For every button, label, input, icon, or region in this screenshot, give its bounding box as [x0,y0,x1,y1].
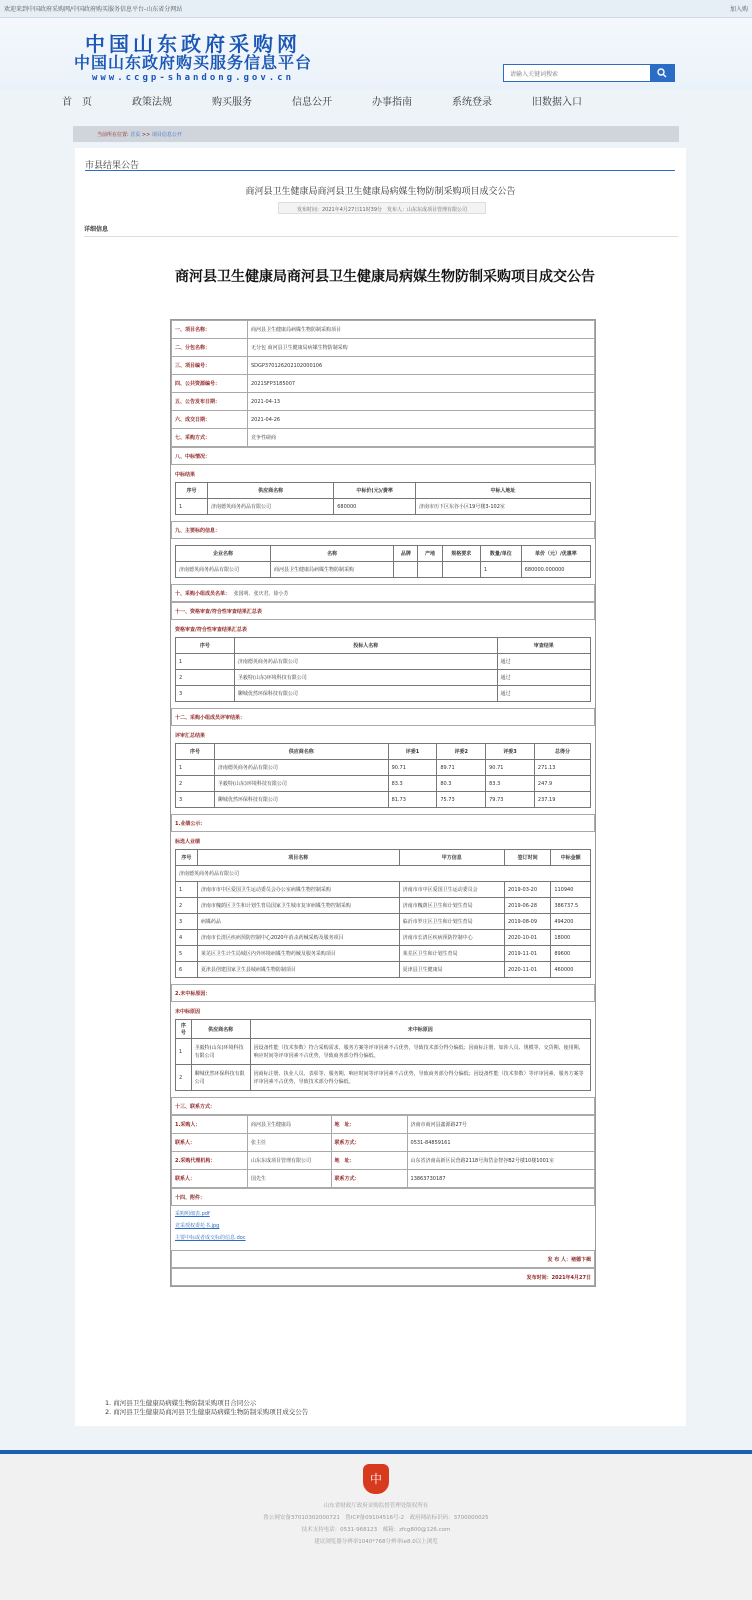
welcome-text: 欢迎来到中国政府采购网/中国政府购买服务信息平台-山东省分网站 [4,6,183,13]
perf-cell: 4 [176,930,198,946]
goods-cell: 1 [480,562,521,578]
search-box [503,64,675,82]
info-row [172,357,595,375]
eval-cell: 81.73 [388,792,437,808]
lose-cell: 1 [176,1039,192,1065]
eval-cell: 90.71 [388,760,437,776]
breadcrumb-current[interactable]: 项目信息公开 [151,132,182,138]
section-9: 九、主要标的信息： [171,521,595,539]
footer-line: 鲁公网安备37010302000721 鲁ICP备09104516号-2 政府网站标识码：3700000025 [263,1515,489,1521]
eval-row [176,776,591,792]
info-row [172,393,595,411]
goods-cell [394,562,418,578]
nav-item[interactable]: 办事指南 [372,96,412,108]
perf-cell: 110940 [551,882,591,898]
attachment-link[interactable]: 主要中标或者成交标的信息.doc [175,1235,246,1241]
nav-item[interactable]: 政策法规 [132,96,172,108]
contact-value: 山东省济南高新区民营路2118号海岱金智谷B2号楼10楼1001室 [407,1152,594,1170]
qual-cell: 通过 [497,670,590,686]
logo-line-2: 中国山东政府购买服务信息平台 [73,53,312,72]
contact-label: 地 址： [331,1116,407,1134]
perf-row [176,914,591,930]
goods-cell: 商河县卫生健康局病媒生物防制采购 [271,562,394,578]
info-row [172,375,595,393]
detail-divider [84,236,678,237]
breadcrumb-home[interactable]: 首页 [130,132,141,138]
info-row [172,321,595,339]
perf-row [176,930,591,946]
win-header [176,483,591,499]
qual-cell: 济南德英商务药品有限公司 [234,654,497,670]
perf-company-row [176,866,591,882]
perf-cell: 夏津县创建国家卫生县城病媒生物防制项目 [197,962,399,978]
perf-section: 1.业绩公示： [171,814,595,832]
perf-cell: 18000 [551,930,591,946]
eval-cell: 75.73 [437,792,486,808]
contact-value: 商河县卫生健康局 [248,1116,332,1134]
perf-cell: 494200 [551,914,591,930]
qual-header [176,638,591,654]
eval-col-header: 序号 [176,744,215,760]
contact-label: 联系方式： [331,1170,407,1188]
eval-cell: 237.19 [534,792,590,808]
perf-cell: 莱芜区卫生和计划生育局 [399,946,504,962]
info-label: 一、项目名称： [172,321,248,339]
signer: 发 布 人：褚德卞楫 [171,1250,595,1268]
perf-header [176,850,591,866]
win-col-header: 中标价(元)/费率 [334,483,416,499]
info-row [172,429,595,447]
category-title: 市县结果公告 [85,161,140,171]
qual-subtitle: 资格审查/符合性审查结果汇总表 [175,627,247,633]
detail-label: 详细信息 [84,226,109,233]
goods-col-header: 企业名称 [176,546,271,562]
perf-cell: 济南市长清区疾病预防控制中心 [399,930,504,946]
perf-col-header: 签订时间 [504,850,550,866]
win-row [176,499,591,515]
contact-row [172,1152,595,1170]
info-value: 2021-04-13 [248,393,595,411]
notice-title: 商河县卫生健康局商河县卫生健康局病媒生物防制采购项目成交公告 [175,269,595,285]
eval-header [176,744,591,760]
win-col-header: 中标人地址 [416,483,591,499]
top-bar [0,0,752,18]
eval-cell: 83.3 [486,776,535,792]
perf-cell: 济南市市中区爱国卫生运动委员会办公室病媒生物控制采购 [197,882,399,898]
perf-col-header: 项目名称 [197,850,399,866]
lose-row [176,1039,591,1065]
footer [0,1454,752,1600]
perf-cell: 2019-03-20 [504,882,550,898]
info-label: 六、成交日期： [172,411,248,429]
info-table [171,320,595,447]
contact-row [172,1116,595,1134]
eval-col-header: 供应商名称 [214,744,388,760]
category-divider [85,170,675,171]
lose-cell: 因设备性能（技术参数）符合采购需求，服务方案等评审因素不占优势，导致技术部分得分偏低；因商标注册、如涉人员、规模等、交货期、使用期、响应时间等评审因素不占优势，导致商务部分得分偏低。 [250,1039,590,1065]
perf-row [176,946,591,962]
win-table [175,482,591,515]
perf-cell: 病媒药品 [197,914,399,930]
perf-cell: 济南市市中区爱国卫生运动委员会 [399,882,504,898]
lose-cell: 2 [176,1065,192,1091]
nav-item[interactable]: 系统登录 [452,96,492,108]
perf-cell: 2020-10-01 [504,930,550,946]
contact-label: 联系方式： [331,1134,407,1152]
goods-cell: 济南德英商务药品有限公司 [176,562,271,578]
perf-row [176,882,591,898]
perf-col-header: 甲方信息 [399,850,504,866]
contact-value: 国先生 [248,1170,332,1188]
goods-row [176,562,591,578]
info-label: 二、分包名称： [172,339,248,357]
perf-cell: 夏津县卫生健康局 [399,962,504,978]
perf-cell: 临沂市罗庄区卫生和计划生育局 [399,914,504,930]
attachment-list [171,1206,595,1250]
qual-col-header: 审查结果 [497,638,590,654]
eval-row [176,760,591,776]
info-row [172,411,595,429]
contact-value: 张主任 [248,1134,332,1152]
section-10 [171,584,595,602]
eval-col-header: 评委1 [388,744,437,760]
perf-cell: 济南市槐荫区卫生和计划生育局国家卫生城市复审病媒生物控制采购 [197,898,399,914]
search-input[interactable]: 请输入关键词搜索 [510,71,559,78]
info-row [172,339,595,357]
win-col-header: 序号 [176,483,208,499]
contact-value: 济南市商河县鑫源路27号 [407,1116,594,1134]
contact-value: 0531-84859161 [407,1134,594,1152]
footer-line: 建议浏览器分辨率1040*768分辨率ie8.0以上浏览 [314,1539,438,1545]
info-value: 无分包 商河县卫生健康局病媒生物防制采购 [248,339,595,357]
section-13: 十三、联系方式： [171,1097,595,1115]
qual-cell: 圣毅特(山东)环境科技有限公司 [234,670,497,686]
info-value: 2021-04-26 [248,411,595,429]
publish-meta: 发布时间：2021年4月27日11时39分 发布人：山东东成项目管理有限公司 [278,202,486,214]
goods-header [176,546,591,562]
content-panel [75,148,686,1426]
goods-cell: 680000.000000 [521,562,590,578]
perf-col-header: 中标金额 [551,850,591,866]
eval-cell: 圣毅特(山东)环境科技有限公司 [214,776,388,792]
goods-col-header: 规格要求 [442,546,480,562]
perf-row [176,898,591,914]
section-11: 十一、资格审查/符合性审查结果汇总表 [171,602,595,620]
qual-row [176,670,591,686]
perf-cell: 5 [176,946,198,962]
lose-section: 2.未中标原因： [171,984,595,1002]
eval-cell: 2 [176,776,215,792]
qual-row [176,686,591,702]
eval-cell: 济南德英商务药品有限公司 [214,760,388,776]
win-subtitle: 中标结果 [175,472,196,478]
attachment-link[interactable]: 采购明细表.pdf [175,1211,210,1217]
attachment-link[interactable]: 竞采授权委托书.jpg [175,1223,220,1229]
qual-col-header: 序号 [176,638,235,654]
lose-header [176,1020,591,1039]
perf-cell: 460000 [551,962,591,978]
perf-cell: 1 [176,882,198,898]
win-cell: 济南德英商务药品有限公司 [208,499,334,515]
perf-cell: 386737.5 [551,898,591,914]
site-header [0,18,752,90]
win-cell: 1 [176,499,208,515]
perf-cell: 3 [176,914,198,930]
contact-label: 联系人： [172,1134,248,1152]
eval-col-header: 总得分 [534,744,590,760]
section-12: 十二、采购小组成员评审结果： [171,708,595,726]
perf-subtitle: 标选人业绩 [175,839,201,845]
qual-table [175,637,591,702]
eval-cell: 90.71 [486,760,535,776]
goods-col-header: 单价（元）/优惠率 [521,546,590,562]
perf-cell: 2019-08-09 [504,914,550,930]
lose-col-header: 未中标原因 [250,1020,590,1039]
eval-col-header: 评委3 [486,744,535,760]
qual-cell: 2 [176,670,235,686]
eval-cell: 271.13 [534,760,590,776]
eval-cell: 83.3 [388,776,437,792]
nav-item[interactable]: 首 页 [62,96,92,108]
sign-date: 发布时间：2021年4月27日 [171,1268,595,1286]
goods-col-header: 名称 [271,546,394,562]
info-label: 七、采购方式： [172,429,248,447]
logo-url: www.ccgp-shandong.gov.cn [91,73,295,83]
nav-item[interactable]: 购买服务 [212,96,252,108]
qual-cell: 聊城优然环保科技有限公司 [234,686,497,702]
info-value: 竞争性磋商 [248,429,595,447]
contact-label: 地 址： [331,1152,407,1170]
footer-line: 技术支持电话：0531-968123 邮箱：zfcg800@126.com [301,1527,451,1533]
eval-cell: 89.71 [437,760,486,776]
goods-table [175,545,591,578]
win-cell: 680000 [334,499,416,515]
perf-cell: 2 [176,898,198,914]
eval-table [175,743,591,808]
related-link[interactable]: 1. 商河县卫生健康局病媒生物防制采购项目合同公示 [105,1399,257,1407]
eval-col-header: 评委2 [437,744,486,760]
goods-col-header: 产地 [418,546,442,562]
logo-line-1: 中国山东政府采购网 [85,32,301,56]
lose-cell: 因商标注册、执业人员、表彰等、服务期、响应时间等评审因素不占优势，导致商务部分得分偏低；因设备性能（技术参数）等评审因素、服务方案等评审因素不占优势，导致技术部分得分偏低。 [250,1065,590,1091]
related-link[interactable]: 2. 商河县卫生健康局商河县卫生健康局病媒生物防制采购项目成交公告 [105,1408,309,1416]
win-col-header: 供应商名称 [208,483,334,499]
main-nav [0,90,752,110]
info-label: 三、项目编号： [172,357,248,375]
info-value: 2021SFP3185007 [248,375,595,393]
perf-cell: 2020-11-01 [504,962,550,978]
contact-row [172,1134,595,1152]
goods-col-header: 数量/单位 [480,546,521,562]
eval-cell: 80.3 [437,776,486,792]
perf-row [176,962,591,978]
search-button[interactable] [650,65,674,81]
perf-cell: 济南市槐荫区卫生和计划生育局 [399,898,504,914]
nav-item[interactable]: 旧数据入口 [532,96,582,108]
info-value: SDGP370126202102000106 [248,357,595,375]
breadcrumb-label: 当前所在位置: [97,132,129,138]
goods-cell [442,562,480,578]
related-list [105,1399,308,1417]
lose-row [176,1065,591,1091]
info-label: 四、公共资源编号： [172,375,248,393]
qual-cell: 通过 [497,654,590,670]
perf-cell: 2019-06-28 [504,898,550,914]
qual-cell: 通过 [497,686,590,702]
eval-cell: 79.73 [486,792,535,808]
eval-row [176,792,591,808]
site-logo[interactable] [62,34,324,84]
qual-row [176,654,591,670]
section-8: 八、中标情况： [171,447,595,465]
win-cell: 济南市历下区东谷小区19号楼3-102室 [416,499,591,515]
lose-subtitle: 未中标原因 [175,1009,201,1015]
perf-table [175,849,591,978]
nav-item[interactable]: 信息公开 [292,96,332,108]
contact-row [172,1170,595,1188]
contact-label: 1.采购人： [172,1116,248,1134]
section-10-label: 十、采购小组成员名单： [175,590,231,597]
contact-label: 联系人： [172,1170,248,1188]
qual-col-header: 投标人名称 [234,638,497,654]
info-value: 商河县卫生健康局病媒生物防制采购项目 [248,321,595,339]
join-link[interactable]: 加入购 [729,6,748,13]
section-14: 十四、附件： [171,1188,595,1206]
perf-cell: 莱芜区卫生计生局城区内外环境病媒生物药械及服务采购项目 [197,946,399,962]
qual-cell: 3 [176,686,235,702]
contact-value: 山东东成项目管理有限公司 [248,1152,332,1170]
perf-col-header: 序号 [176,850,198,866]
eval-cell: 1 [176,760,215,776]
eval-cell: 247.9 [534,776,590,792]
goods-cell [418,562,442,578]
page-title: 商河县卫生健康局商河县卫生健康局病媒生物防制采购项目成交公告 [245,187,516,197]
goods-col-header: 品牌 [394,546,418,562]
perf-cell: 6 [176,962,198,978]
footer-line: 山东省财政厅政府采购监督管理处版权所有 [323,1503,429,1509]
emblem-icon: 中 [363,1464,389,1494]
lose-col-header: 序号 [176,1020,192,1039]
breadcrumb-sep: >> [141,132,151,138]
eval-cell: 3 [176,792,215,808]
perf-company: 济南德英商务药品有限公司 [176,866,591,882]
contact-value: 13863730187 [407,1170,594,1188]
contact-table [171,1115,595,1188]
lose-cell: 圣毅特(山东)环境科技有限公司 [191,1039,250,1065]
section-10-members: 张国明、张庆君、徐小芳 [233,590,289,597]
contact-label: 2.采购代理机构： [172,1152,248,1170]
perf-cell: 89600 [551,946,591,962]
breadcrumb [73,126,679,142]
perf-cell: 济南市长清区疾病预防控制中心2020年消杀药械采购及服务项目 [197,930,399,946]
info-label: 五、公告发布日期： [172,393,248,411]
eval-subtitle: 评审汇总结果 [175,733,206,739]
notice-body [170,319,596,1287]
lose-col-header: 供应商名称 [191,1020,250,1039]
lose-cell: 聊城优然环保科技有限公司 [191,1065,250,1091]
qual-cell: 1 [176,654,235,670]
eval-cell: 聊城优然环保科技有限公司 [214,792,388,808]
perf-cell: 2019-11-01 [504,946,550,962]
lose-table [175,1019,591,1091]
search-icon [657,68,667,78]
